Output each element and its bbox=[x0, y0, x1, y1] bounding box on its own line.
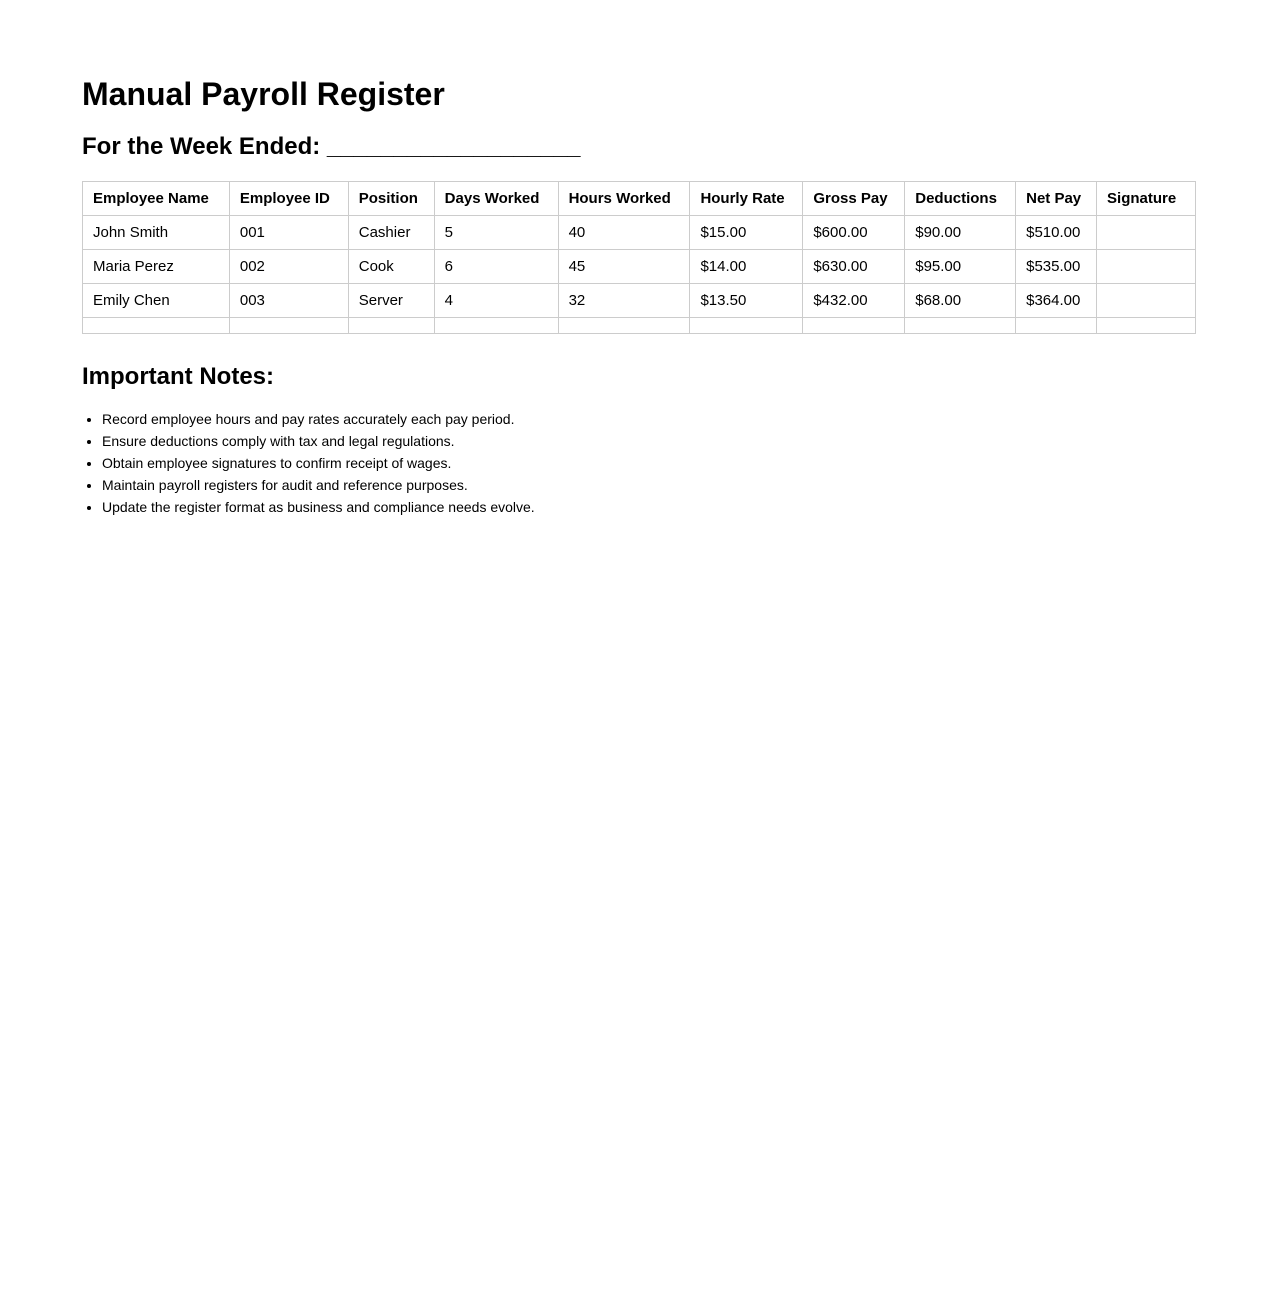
blank-table-row bbox=[83, 318, 1196, 334]
column-header: Employee Name bbox=[83, 182, 230, 216]
signature-cell bbox=[1097, 250, 1196, 284]
table-header-row bbox=[83, 182, 1196, 216]
blank-cell bbox=[434, 318, 558, 334]
table-cell: $68.00 bbox=[905, 284, 1016, 318]
table-cell: $95.00 bbox=[905, 250, 1016, 284]
table-cell: $364.00 bbox=[1016, 284, 1097, 318]
page-title: Manual Payroll Register bbox=[82, 76, 445, 112]
table-cell: Cook bbox=[348, 250, 434, 284]
column-header: Hours Worked bbox=[558, 182, 690, 216]
table-row bbox=[83, 216, 1196, 250]
column-header: Days Worked bbox=[434, 182, 558, 216]
table-cell: John Smith bbox=[83, 216, 230, 250]
notes-heading: Important Notes: bbox=[82, 363, 274, 390]
column-header: Net Pay bbox=[1016, 182, 1097, 216]
note-item: • Update the register format as business and compliance needs evolve. bbox=[102, 496, 535, 518]
table-cell: $14.00 bbox=[690, 250, 803, 284]
table-cell: 001 bbox=[229, 216, 348, 250]
week-ended-heading: For the Week Ended: ___________________ bbox=[82, 133, 581, 160]
table-cell: $90.00 bbox=[905, 216, 1016, 250]
note-item: • Obtain employee signatures to confirm receipt of wages. bbox=[102, 452, 535, 474]
note-item: • Maintain payroll registers for audit and reference purposes. bbox=[102, 474, 535, 496]
table-cell: $15.00 bbox=[690, 216, 803, 250]
column-header: Hourly Rate bbox=[690, 182, 803, 216]
payroll-table bbox=[82, 181, 1196, 334]
signature-cell bbox=[1097, 284, 1196, 318]
table-cell: 4 bbox=[434, 284, 558, 318]
table-cell: $13.50 bbox=[690, 284, 803, 318]
table-cell: Emily Chen bbox=[83, 284, 230, 318]
blank-cell bbox=[1097, 318, 1196, 334]
table-cell: 6 bbox=[434, 250, 558, 284]
signature-cell bbox=[1097, 216, 1196, 250]
column-header: Signature bbox=[1097, 182, 1196, 216]
blank-cell bbox=[229, 318, 348, 334]
table-cell: 5 bbox=[434, 216, 558, 250]
table-row bbox=[83, 284, 1196, 318]
table-cell: 002 bbox=[229, 250, 348, 284]
table-cell: 32 bbox=[558, 284, 690, 318]
note-item: • Ensure deductions comply with tax and legal regulations. bbox=[102, 430, 535, 452]
blank-cell bbox=[1016, 318, 1097, 334]
blank-cell bbox=[83, 318, 230, 334]
table-cell: 40 bbox=[558, 216, 690, 250]
blank-cell bbox=[558, 318, 690, 334]
table-cell: $535.00 bbox=[1016, 250, 1097, 284]
table-cell: $600.00 bbox=[803, 216, 905, 250]
blank-cell bbox=[348, 318, 434, 334]
column-header: Employee ID bbox=[229, 182, 348, 216]
column-header: Position bbox=[348, 182, 434, 216]
notes-list bbox=[82, 408, 535, 518]
column-header: Deductions bbox=[905, 182, 1016, 216]
table-row bbox=[83, 250, 1196, 284]
table-cell: Cashier bbox=[348, 216, 434, 250]
blank-cell bbox=[905, 318, 1016, 334]
table-cell: $432.00 bbox=[803, 284, 905, 318]
table-cell: Maria Perez bbox=[83, 250, 230, 284]
table-cell: 003 bbox=[229, 284, 348, 318]
blank-cell bbox=[803, 318, 905, 334]
table-cell: $510.00 bbox=[1016, 216, 1097, 250]
column-header: Gross Pay bbox=[803, 182, 905, 216]
note-item: • Record employee hours and pay rates accurately each pay period. bbox=[102, 408, 535, 430]
table-cell: Server bbox=[348, 284, 434, 318]
table-cell: 45 bbox=[558, 250, 690, 284]
table-cell: $630.00 bbox=[803, 250, 905, 284]
blank-cell bbox=[690, 318, 803, 334]
